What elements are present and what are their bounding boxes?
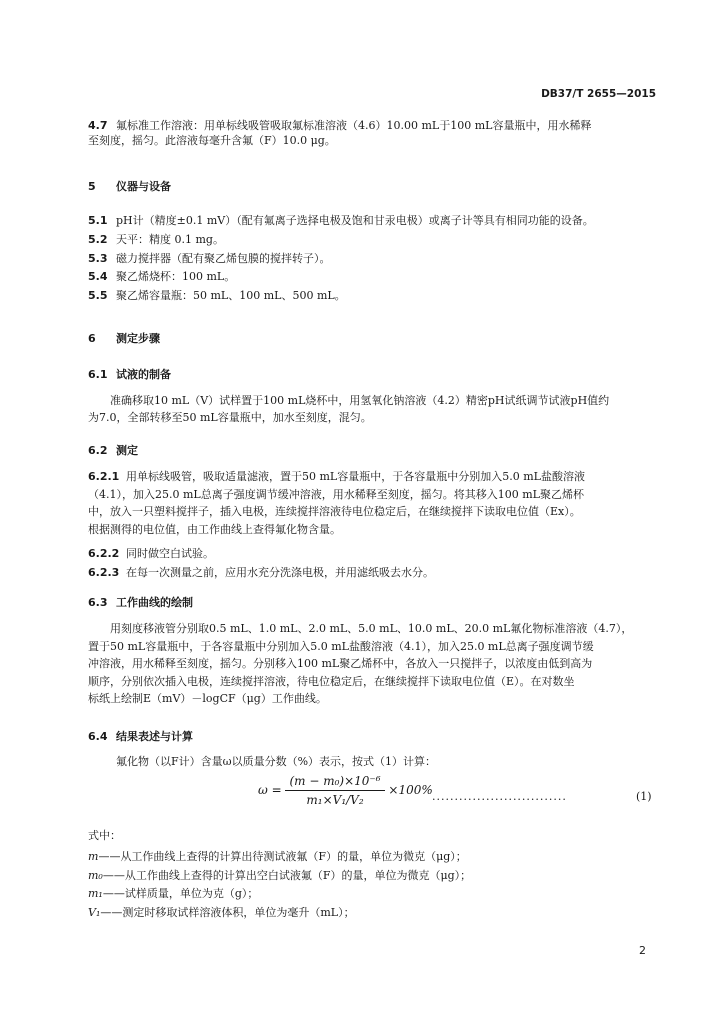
clause-number: 6.2.2 <box>88 547 120 560</box>
heading-title: 结果表述与计算 <box>116 730 193 743</box>
item-text: 聚乙烯容量瓶：50 mL、100 mL、500 mL。 <box>116 289 346 303</box>
clause-number: 4.7 <box>88 119 108 132</box>
definition-item <box>88 904 656 923</box>
formula-numerator: (m − m₀)×10⁻⁶ <box>285 774 384 791</box>
paragraph-line: 冲溶液，用水稀释至刻度，摇匀。分别移入100 mL聚乙烯杯中，各放入一只搅拌子，以浓度由低到高为 <box>88 657 593 670</box>
symbol: V₁ <box>88 905 101 919</box>
item-text: pH计（精度±0.1 mV）（配有氟离子选择电极及饱和甘汞电极）或离子计等具有相同功能的设备。 <box>116 214 594 227</box>
paragraph-line <box>88 563 656 582</box>
equipment-list <box>88 212 656 306</box>
paragraph-line <box>88 468 656 486</box>
section-6-1-body <box>88 392 656 426</box>
definition-item <box>88 848 656 867</box>
symbol: m₁ <box>88 887 103 900</box>
heading-6 <box>88 330 160 346</box>
paragraph-line: 用刻度移液管分别取0.5 mL、1.0 mL、2.0 mL、5.0 mL、10.0 mL、20.0 mL氟化物标准溶液（4.7）， <box>110 622 633 635</box>
clause-text: 同时做空白试验。 <box>126 547 214 560</box>
definition-text: ——从工作曲线上查得的计算出待测试液氟（F）的量，单位为微克（μg）； <box>98 850 467 863</box>
section-6-3-body <box>88 620 656 708</box>
paragraph-line: 标纸上绘制E（mV）－logCF（μg）工作曲线。 <box>88 692 327 705</box>
heading-title: 试液的制备 <box>116 368 171 381</box>
heading-number: 5 <box>88 180 96 193</box>
definition-text: ——试样质量，单位为克（g）； <box>102 887 259 900</box>
heading-title: 仪器与设备 <box>116 180 171 193</box>
heading-5 <box>88 178 171 194</box>
definition-item <box>88 867 656 886</box>
formula-lhs: ω = <box>258 783 282 797</box>
where-title: 式中： <box>88 829 121 842</box>
heading-number: 6.3 <box>88 596 108 609</box>
item-number: 5.5 <box>88 289 108 303</box>
definition-item <box>88 885 656 904</box>
heading-6-3 <box>88 594 193 610</box>
list-item <box>88 287 656 306</box>
clause-number: 6.2.3 <box>88 566 120 579</box>
formula-leader-dots: .............................. <box>432 790 567 803</box>
symbol: m <box>88 850 99 863</box>
heading-title: 测定步骤 <box>116 332 160 345</box>
definition-text: ——测定时移取试样溶液体积，单位为毫升（mL）； <box>100 905 355 919</box>
heading-6-1 <box>88 366 171 382</box>
heading-number: 6.1 <box>88 368 108 381</box>
paragraph-line: 为7.0，全部转移至50 mL容量瓶中，加水至刻度，混匀。 <box>88 411 372 424</box>
heading-number: 6.2 <box>88 444 108 457</box>
heading-title: 测定 <box>116 444 138 457</box>
item-number: 5.1 <box>88 214 108 227</box>
list-item <box>88 231 656 250</box>
item-text: 聚乙烯烧杯：100 mL。 <box>116 270 236 284</box>
clause-text: 用单标线吸管，吸取适量滤液，置于50 mL容量瓶中，于各容量瓶中分别加入5.0 mL盐酸溶液 <box>126 470 585 483</box>
paragraph-line: 顺序，分别依次插入电极，连续搅拌溶液，待电位稳定后，在继续搅拌下读取电位值（E）。在对数坐 <box>88 674 575 688</box>
item-text: 磁力搅拌器（配有聚乙烯包膜的搅拌转子）。 <box>116 251 331 265</box>
item-number: 5.2 <box>88 232 108 246</box>
paragraph-line: 根据测得的电位值，由工作曲线上查得氟化物含量。 <box>88 522 341 536</box>
symbol-definitions <box>88 848 656 922</box>
formula-fraction <box>285 774 384 807</box>
item-number: 5.4 <box>88 270 108 284</box>
section-6-2-2-3 <box>88 544 656 582</box>
list-item <box>88 250 656 269</box>
definition-text: ——从工作曲线上查得的计算出空白试液氟（F）的量，单位为微克（μg）； <box>102 868 472 882</box>
clause-text-cont: 至刻度，摇匀。此溶液每毫升含氟（F）10.0 μg。 <box>88 134 336 147</box>
list-item <box>88 212 656 231</box>
symbol: m₀ <box>88 868 103 882</box>
heading-6-4 <box>88 728 193 744</box>
heading-6-2 <box>88 442 138 458</box>
clause-number: 6.2.1 <box>88 470 120 483</box>
page-number: 2 <box>639 944 646 957</box>
item-number: 5.3 <box>88 251 108 265</box>
document-code: DB37/T 2655—2015 <box>541 88 656 100</box>
paragraph-line: （4.1），加入25.0 mL总离子强度调节缓冲溶液，用水稀释至刻度，摇匀。将其移入100 mL聚乙烯杯 <box>88 487 584 501</box>
formula-denominator: m₁×V₁/V₂ <box>306 793 364 807</box>
heading-title: 工作曲线的绘制 <box>116 596 193 609</box>
heading-number: 6.4 <box>88 730 108 743</box>
heading-number: 6 <box>88 332 96 345</box>
formula <box>258 774 433 807</box>
item-text: 天平：精度 0.1 mg。 <box>116 232 224 246</box>
paragraph-line: 准确移取10 mL（V）试样置于100 mL烧杯中，用氢氧化钠溶液（4.2）精密pH试纸调节试液pH值约 <box>110 394 610 407</box>
section-6-2-1 <box>88 468 656 538</box>
paragraph-line: 置于50 mL容量瓶中，于各容量瓶中分别加入5.0 mL盐酸溶液（4.1），加入25.0 mL总离子强度调节缓 <box>88 639 594 653</box>
list-item <box>88 268 656 287</box>
section-4-7 <box>88 118 656 148</box>
clause-text: 在每一次测量之前，应用水充分洗涤电极，并用滤纸吸去水分。 <box>126 566 434 579</box>
formula-tail: ×100% <box>388 783 433 797</box>
paragraph-line <box>88 544 656 563</box>
equation-number: (1) <box>636 790 652 803</box>
clause-text: 氟标准工作溶液：用单标线吸管吸取氟标准溶液（4.6）10.00 mL于100 mL容量瓶中，用水稀释 <box>116 119 592 132</box>
formula-intro: 氟化物（以F计）含量ω以质量分数（%）表示，按式（1）计算： <box>116 755 437 768</box>
paragraph-line: 中，放入一只塑料搅拌子，插入电极，连续搅拌溶液待电位稳定后，在继续搅拌下读取电位值（Ex）。 <box>88 505 581 518</box>
